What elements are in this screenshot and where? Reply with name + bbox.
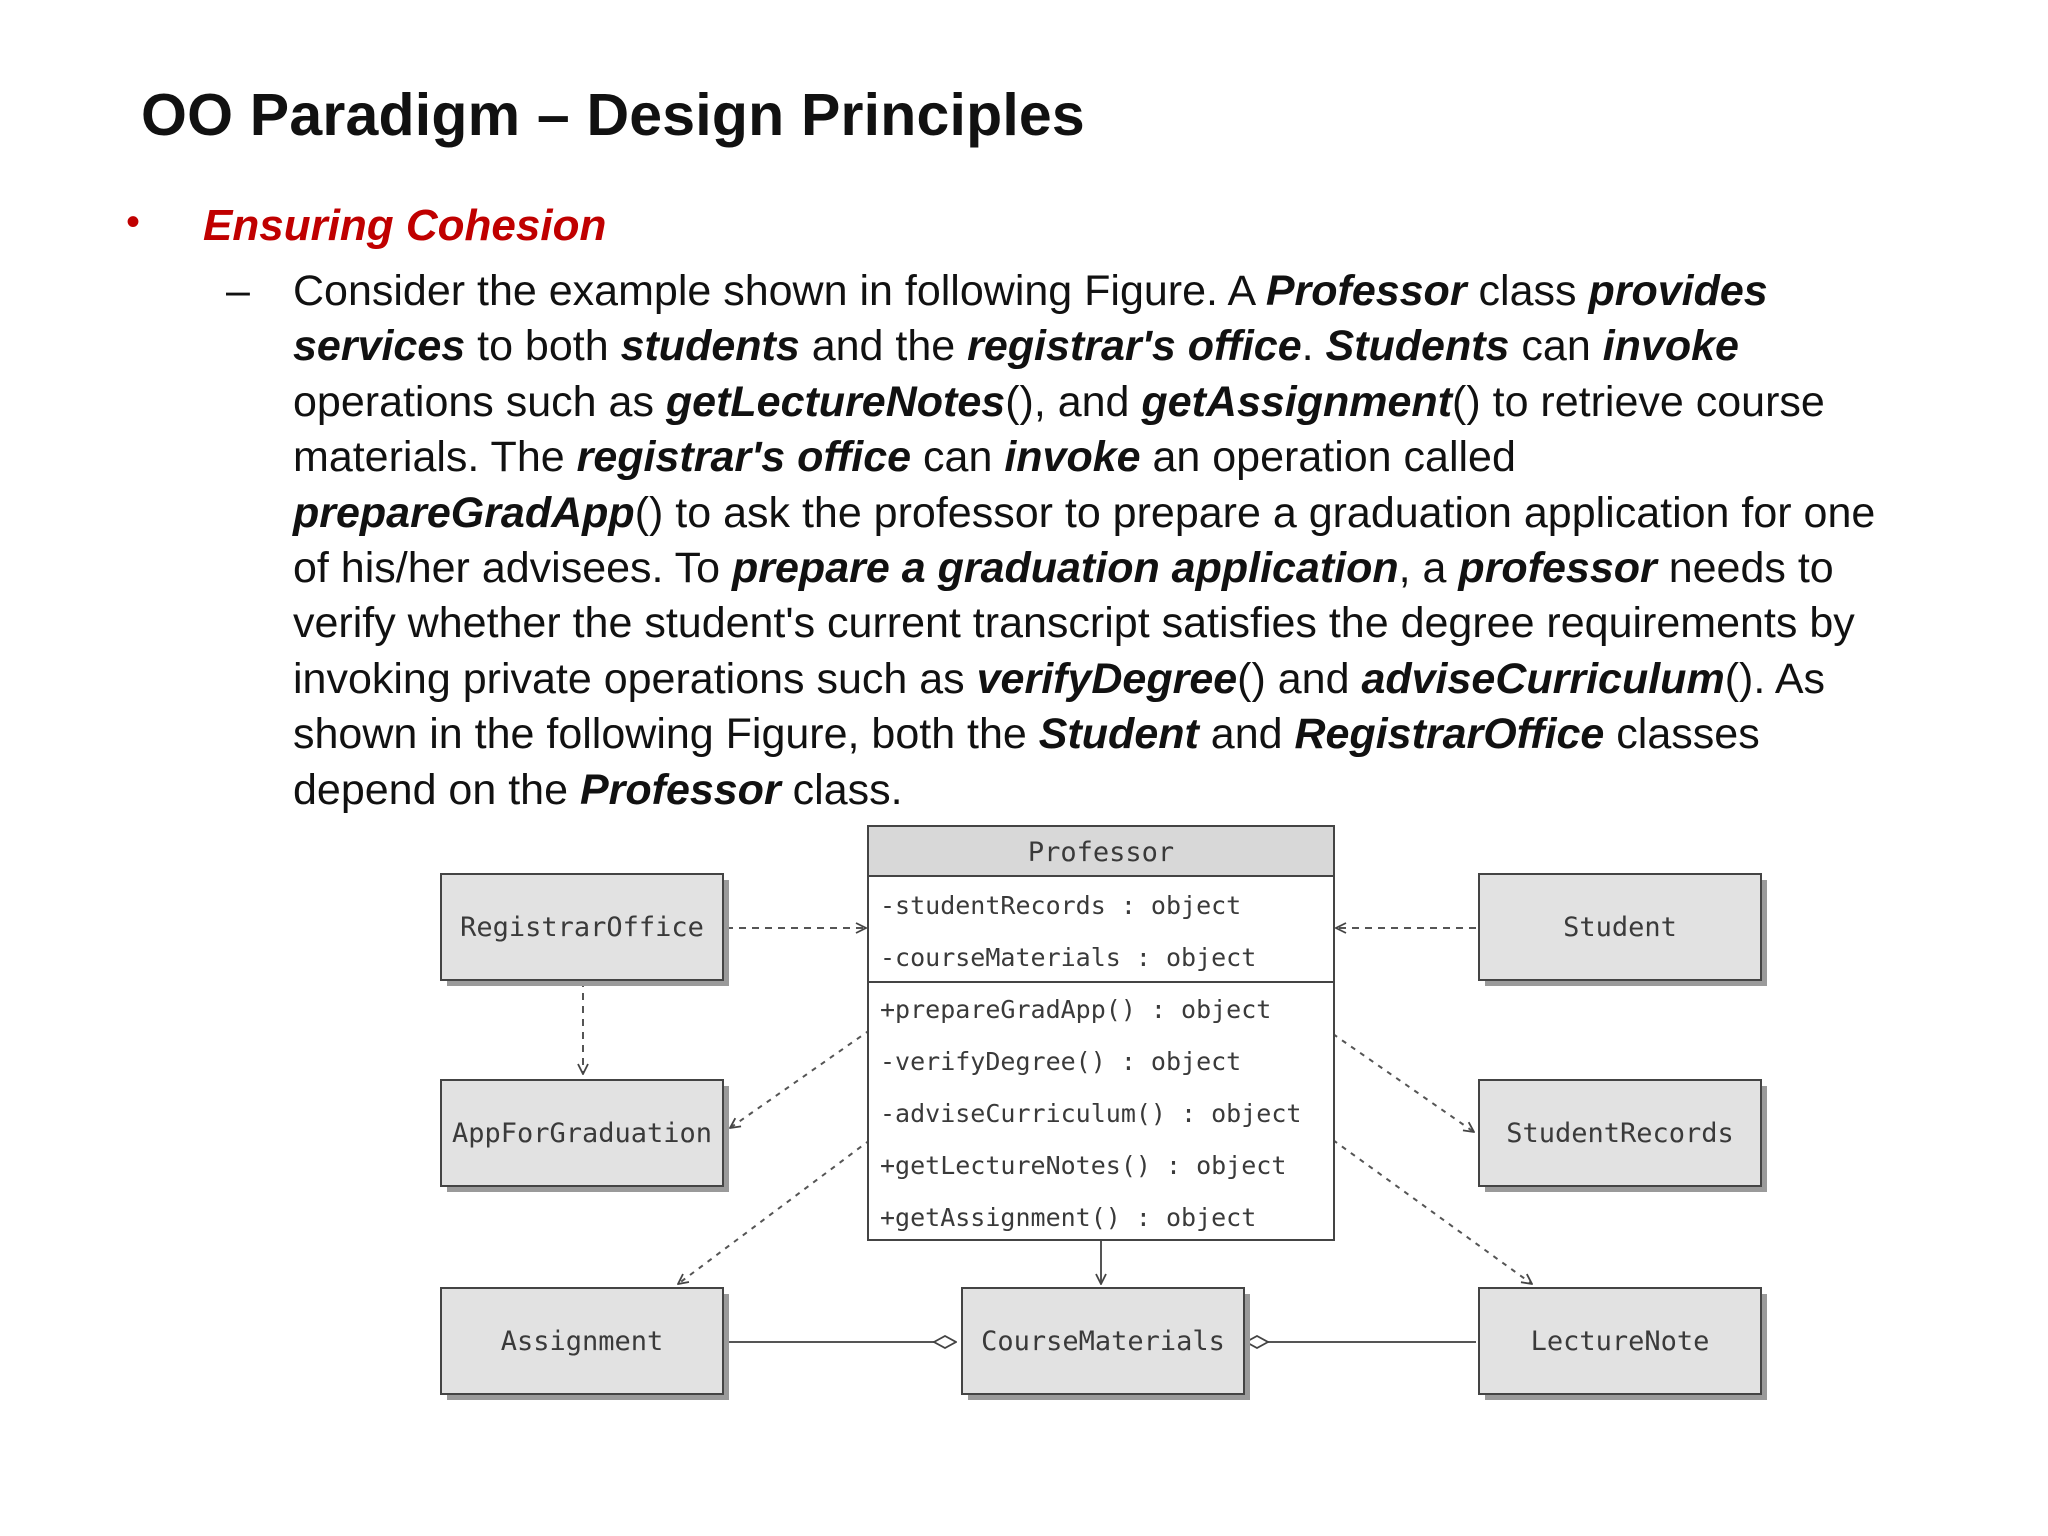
body-text: class. [780, 765, 903, 814]
emphasis-text: students [620, 322, 800, 371]
emphasis-text: adviseCurriculum [1361, 654, 1725, 703]
body-text: verify whether the student's current transcript satisfies the degree requirements by [293, 599, 1855, 648]
body-text: materials. The [293, 433, 577, 482]
emphasis-text: prepareGradApp [293, 488, 635, 537]
body-text: needs to [1656, 544, 1834, 593]
class-name-student: Student [1563, 912, 1677, 943]
class-name-registraroffice: RegistrarOffice [460, 912, 704, 943]
emphasis-text: RegistrarOffice [1294, 710, 1605, 759]
class-assignment [441, 1288, 729, 1400]
body-text: , a [1398, 544, 1459, 593]
professor-operation: +getLectureNotes() : object [880, 1151, 1287, 1180]
body-text: can [911, 433, 1005, 482]
paragraph-line [293, 652, 2013, 707]
professor-operation: +getAssignment() : object [880, 1203, 1257, 1232]
class-student [1479, 874, 1767, 986]
class-name-studentrecords: StudentRecords [1506, 1118, 1734, 1149]
bullet-heading: Ensuring Cohesion [203, 201, 607, 250]
paragraph-line [293, 707, 2013, 762]
class-name-assignment: Assignment [500, 1326, 664, 1357]
bullet-icon: • [126, 200, 141, 244]
emphasis-text: getLectureNotes [665, 377, 1006, 426]
paragraph-line [293, 763, 2013, 818]
slide-title: OO Paradigm – Design Principles [141, 82, 1085, 148]
paragraph-line [293, 541, 2013, 596]
body-text: () and [1237, 654, 1362, 703]
body-text: an operation called [1140, 433, 1516, 482]
class-studentrecords [1479, 1080, 1767, 1192]
body-text: (). As [1724, 654, 1826, 703]
paragraph-line [293, 596, 2013, 651]
body-text: Consider the example shown in following Figure. A [293, 267, 1266, 315]
class-coursematerials [962, 1288, 1250, 1400]
class-name-coursematerials: CourseMaterials [981, 1326, 1225, 1357]
body-text: invoking private operations such as [293, 654, 977, 703]
body-text: to both [465, 322, 621, 371]
class-name-lecturenote: LectureNote [1530, 1326, 1710, 1357]
class-appforgraduation [441, 1080, 729, 1192]
class-lecturenote [1479, 1288, 1767, 1400]
uml-class-diagram [428, 822, 1788, 1402]
body-text: class [1466, 267, 1589, 315]
body-text: classes [1604, 710, 1760, 759]
body-text: (), and [1005, 377, 1142, 426]
professor-operation: +prepareGradApp() : object [880, 995, 1272, 1024]
emphasis-text: Student [1038, 710, 1199, 759]
paragraph-line [293, 319, 2013, 374]
emphasis-text: verifyDegree [976, 654, 1238, 703]
class-name-professor: Professor [1027, 837, 1175, 868]
emphasis-text: invoke [1602, 322, 1739, 371]
professor-operation: -verifyDegree() : object [880, 1047, 1242, 1076]
dependency-professor-appforgraduation [730, 1030, 870, 1128]
paragraph-line [293, 375, 2013, 430]
professor-attribute: -studentRecords : object [880, 891, 1242, 920]
dependency-professor-studentrecords [1333, 1034, 1474, 1132]
emphasis-text: getAssignment [1141, 377, 1453, 426]
cohesion-paragraph [293, 264, 2013, 818]
body-text: can [1509, 322, 1603, 371]
class-professor [868, 826, 1334, 1240]
professor-operation: -adviseCurriculum() : object [880, 1099, 1302, 1128]
class-registraroffice [441, 874, 729, 986]
body-text: shown in the following Figure, both the [293, 710, 1039, 759]
emphasis-text: Students [1325, 322, 1510, 371]
professor-attribute: -courseMaterials : object [880, 943, 1257, 972]
emphasis-text: registrar's office [967, 322, 1302, 371]
body-text: . [1301, 322, 1326, 371]
paragraph-line [293, 486, 2013, 541]
body-text: of his/her advisees. To [293, 544, 733, 593]
paragraph-line [293, 264, 2013, 319]
body-text: operations such as [293, 377, 666, 426]
emphasis-text: registrar's office [576, 433, 912, 482]
emphasis-text: prepare a graduation application [732, 544, 1399, 593]
emphasis-text: services [293, 322, 466, 371]
body-text: and the [799, 322, 968, 371]
emphasis-text: Professor [1265, 267, 1467, 315]
body-text: and [1198, 710, 1295, 759]
emphasis-text: Professor [579, 765, 781, 814]
emphasis-text: invoke [1004, 433, 1141, 482]
sub-bullet-dash-icon: – [226, 267, 250, 315]
body-text: depend on the [293, 765, 580, 814]
class-name-appforgraduation: AppForGraduation [451, 1118, 713, 1149]
paragraph-line [293, 430, 2013, 485]
emphasis-text: provides [1588, 267, 1768, 315]
body-text: () to retrieve course [1452, 377, 1825, 426]
body-text: () to ask the professor to prepare a graduation application for one [634, 488, 1876, 537]
emphasis-text: professor [1458, 544, 1657, 593]
